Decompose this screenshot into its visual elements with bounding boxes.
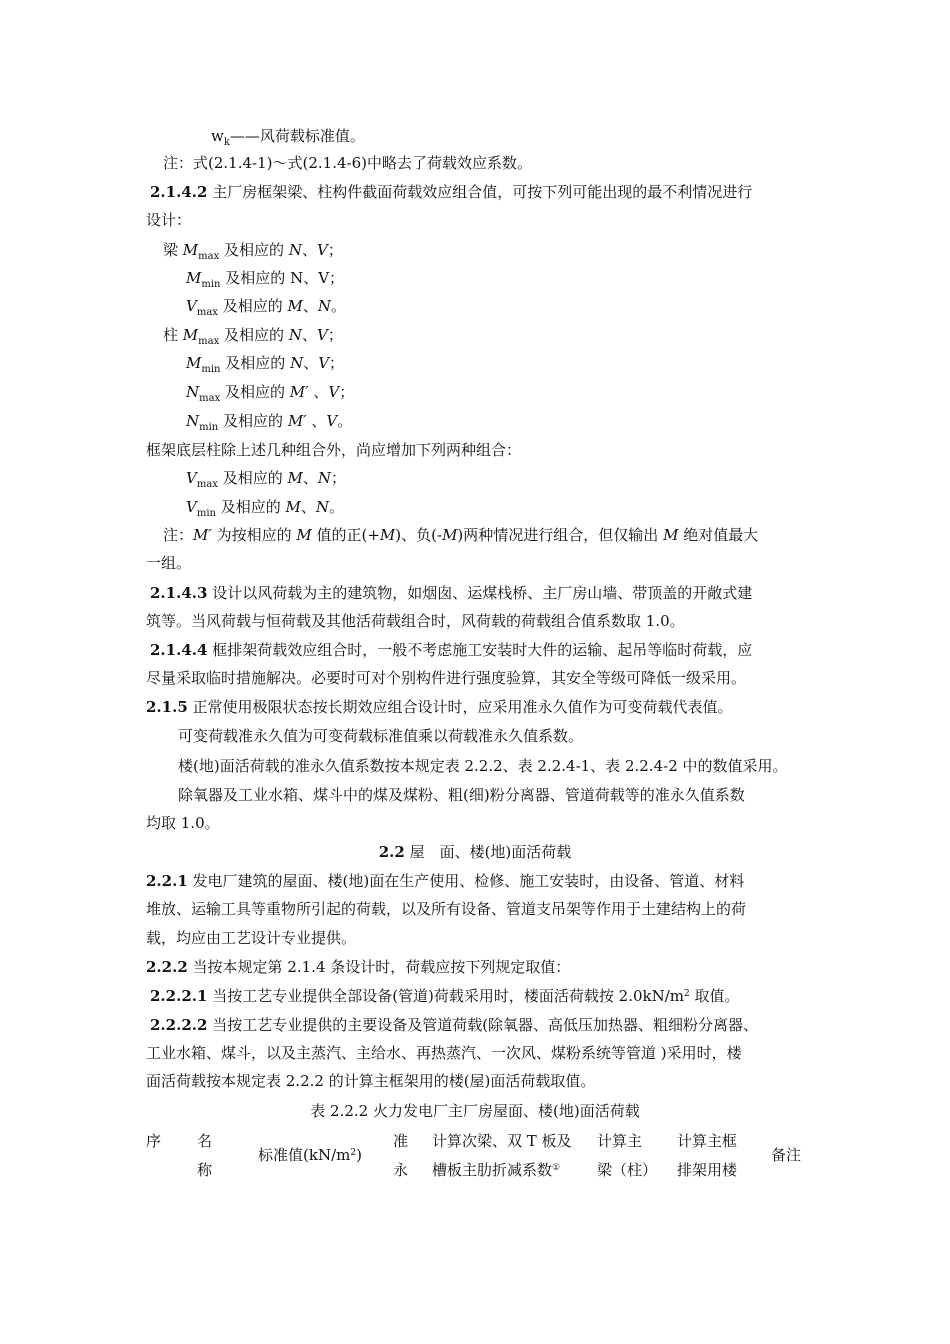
clause-number: 2.2.2 [146,958,188,976]
extra-combo-vmin: $V_{min}$ 及相应的 M、N。 [186,498,345,519]
clause-2-2-2-1: 2.2.2.1 当按工艺专业提供全部设备(管道)荷载采用时，楼面活荷载按 $2.0kN/m^2$ 取值。 [150,987,740,1005]
section-heading-2-2: 2.2 屋 面、楼(地)面活荷载 [378,843,572,861]
clause-2-1-4-4: 2.1.4.4 框排架荷载效应组合时，一般不考虑施工安装时大件的运输、起吊等临时荷载，应 [150,641,753,659]
header-quasi-1: 准 [393,1132,409,1150]
clause-2-2-1-cont-2: 载，均应由工艺设计专业提供。 [146,929,357,947]
paragraph-3: 除氧器及工业水箱、煤斗中的煤及煤粉、粗(细)粉分离器、管道荷载等的准永久值系数 [178,786,745,804]
clause-2-1-4-2: 2.1.4.2 主厂房框架梁、柱构件截面荷载效应组合值，可按下列可能出现的最不利情况进行 [150,183,753,201]
header-name-1: 名 [197,1132,213,1150]
paragraph-1: 可变荷载准永久值为可变荷载标准值乘以荷载准永久值系数。 [178,727,584,745]
table-title: 表 2.2.2 火力发电厂主厂房屋面、楼(地)面活荷载 [310,1102,640,1120]
header-name-2: 称 [197,1161,213,1179]
header-frame-2: 排架用楼 [677,1161,738,1179]
header-quasi-2: 永 [393,1161,409,1179]
header-secondary-1: 计算次梁、双 T 板及 [432,1132,572,1150]
clause-2-2-2: 2.2.2 当按本规定第 2.1.4 条设计时，荷载应按下列规定取值： [146,958,571,976]
note-2: 注：M′ 为按相应的 M 值的正(+M)、负(-M)两种情况进行组合，但仅输出 M 绝对值最大 [163,526,759,544]
clause-2-2-2-2: 2.2.2.2 当按工艺专业提供的主要设备及管道荷载(除氧器、高低压加热器、粗细粉分离器、 [150,1016,759,1034]
clause-2-2-1-cont-1: 堆放、运输工具等重物所引起的荷载，以及所有设备、管道支吊架等作用于土建结构上的荷 [146,900,747,918]
clause-2-1-4-3-cont: 筑等。当风荷载与恒荷载及其他活荷载组合时，风荷载的荷载组合值系数取 1.0。 [146,612,685,630]
clause-2-2-2-2-cont-1: 工业水箱、煤斗，以及主蒸汽、主给水、再热蒸汽、一次风、煤粉系统等管道 )采用时，楼 [146,1044,742,1062]
header-secondary-2: 槽板主肋折减系数① [432,1161,561,1179]
paragraph-3-cont: 均取 1.0。 [146,814,220,832]
header-seq: 序 [146,1132,162,1150]
header-main-beam-1: 计算主 [597,1132,643,1150]
clause-number: 2.1.4.3 [150,584,208,602]
clause-number: 2.2.1 [146,872,188,890]
note-1: 注：式(2.1.4-1)～式(2.1.4-6)中略去了荷载效应系数。 [163,154,532,172]
paragraph-2: 楼(地)面活荷载的准永久值系数按本规定表 2.2.2、表 2.2.4-1、表 2.2.4-2 中的数值采用。 [178,757,788,775]
header-standard-value: 标准值$(kN/m^2)$ [258,1146,362,1164]
column-combo-mmin: $M_{min}$ 及相应的 N、V； [186,354,345,375]
clause-number: 2.1.5 [146,698,188,716]
beam-combo-vmax: $V_{max}$ 及相应的 M、N。 [186,297,347,318]
clause-2-1-5: 2.1.5 正常使用极限状态按长期效应组合设计时，应采用准永久值作为可变荷载代表值。 [146,698,733,716]
header-frame-1: 计算主框 [677,1132,738,1150]
column-combo-mmax: 柱 $M_{max}$ 及相应的 N、V； [163,326,343,347]
extra-combo-vmax: $V_{max}$ 及相应的 M、N； [186,469,347,490]
beam-combo-mmin: $M_{min}$ 及相应的 N、V； [186,269,345,290]
clause-2-2-2-2-cont-2: 面活荷载按本规定表 2.2.2 的计算主框架用的楼(屋)面活荷载取值。 [146,1072,596,1090]
clause-number: 2.1.4.2 [150,183,208,201]
clause-2-1-4-3: 2.1.4.3 设计以风荷载为主的建筑物，如烟囱、运煤栈桥、主厂房山墙、带顶盖的开敞式建 [150,584,753,602]
header-remarks: 备注 [771,1146,802,1164]
clause-number: 2.2.2.1 [150,987,208,1005]
column-combo-nmin: $N_{min}$ 及相应的 M′ 、V。 [186,412,353,433]
clause-2-1-4-2-cont: 设计： [146,211,192,229]
extra-combos-intro: 框架底层柱除上述几种组合外，尚应增加下列两种组合： [146,441,522,459]
clause-2-2-1: 2.2.1 发电厂建筑的屋面、楼(地)面在生产使用、检修、施工安装时，由设备、管道、材料 [146,872,745,890]
header-main-beam-2: 梁（柱） [597,1161,658,1179]
note-2-cont: 一组。 [146,554,192,572]
clause-number: 2.2.2.2 [150,1016,208,1034]
clause-number: 2.1.4.4 [150,641,208,659]
clause-2-1-4-4-cont: 尽量采取临时措施解决。必要时可对个别构件进行强度验算，其安全等级可降低一级采用。 [146,669,747,687]
beam-combo-mmax: 梁 $M_{max}$ 及相应的 N、V； [163,241,343,262]
wk-definition: $w_k——$风荷载标准值。 [211,127,365,148]
column-combo-nmax: $N_{max}$ 及相应的 M′ 、V； [186,383,355,404]
